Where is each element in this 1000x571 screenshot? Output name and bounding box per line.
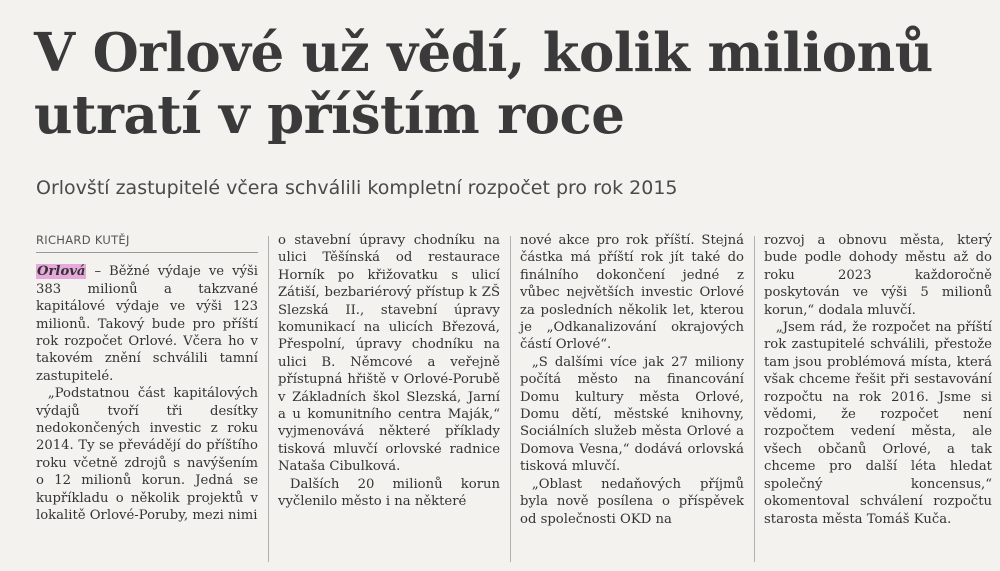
- dateline-highlighted: Orlová: [37, 264, 86, 280]
- article-paragraph: „Podstatnou část kapitálových výdajů tvoří tři desítky nedokončených investic z roku 2014. Ty se převádějí do příštího roku včetně zdrojů s navýšením o 12 milionů korun. Jedná se kupříkladu o několik projektů v lokalitě Orlové-Poruby, mezi nimi: [36, 386, 258, 524]
- article-column-2: [278, 232, 500, 511]
- author-byline: RICHARD KUTĚJ: [36, 232, 258, 253]
- article-paragraph: „Oblast nedaňových příjmů byla nově posílena o příspěvek od společnosti OKD na: [520, 476, 744, 527]
- article-paragraph: nové akce pro rok příští. Stejná částka má příští rok jít také do finálního dokončení jedné z vůbec největších investic Orlové za posledních několik let, kterou je „Odkanalizování okrajových částí Orlové“.: [520, 233, 744, 353]
- column-divider: [268, 236, 269, 562]
- article-paragraph: [36, 263, 258, 385]
- article-paragraph: rozvoj a obnovu města, který bude podle dohody městu až do roku 2023 každoročně poskytován ve výši 5 milionů korun,“ dodala mluvčí.: [764, 233, 992, 318]
- article-headline: V Orlové už vědí, kolik milionů utratí v příštím roce: [34, 22, 933, 146]
- article-column-4: [764, 232, 992, 528]
- paragraph-text: – Běžné výdaje ve výši 383 milionů a takzvané kapitálové výdaje ve výši 123 milionů. Takový bude pro příští rok rozpočet Orlové. Včera ho v takovém znění schválili tamní zastupitelé.: [36, 264, 258, 384]
- column-divider: [754, 236, 755, 562]
- article-paragraph: „Jsem rád, že rozpočet na příští rok zastupitelé schválili, přestože tam jsou problémová místa, která však chceme řešit při sestavování rozpočtu na rok 2016. Jsme si vědomi, že rozpočet není rozpočtem vedení města, ale všech občanů Orlové, a tak chceme pro další léta hledat společný koncensus,“ okomentoval schválení rozpočtu starosta města Tomáš Kuča.: [764, 320, 992, 527]
- article-paragraph: o stavební úpravy chodníku na ulici Těšínská od restaurace Horník po křižovatku s ulicí Zátiší, bezbariérový přístup k ZŠ Slezská II., stavební úpravy komunikací na ulicích Březová, Přespolní, úpravy chodníku na ulici B. Němcové a veřejně přístupná hřiště v Orlové-Porubě v Základních škol Slezská, Jarní a u komunitního centra Maják,“ vyjmenovává některé příklady tisková mluvčí orlovské radnice Nataša Cibulková.: [278, 233, 500, 475]
- article-column-3: [520, 232, 744, 528]
- column-divider: [510, 236, 511, 562]
- article-column-1: [36, 232, 258, 525]
- article-paragraph: „S dalšími více jak 27 miliony počítá město na financování Domu kultury města Orlové, Domu dětí, městské knihovny, Sociálních služeb města Orlové a Domova Vesna,“ dodává orlovská tisková mluvčí.: [520, 354, 744, 475]
- article-subheadline: Orlovští zastupitelé včera schválili kompletní rozpočet pro rok 2015: [36, 177, 678, 199]
- article-paragraph: Dalších 20 milionů korun vyčlenilo město i na některé: [278, 476, 500, 510]
